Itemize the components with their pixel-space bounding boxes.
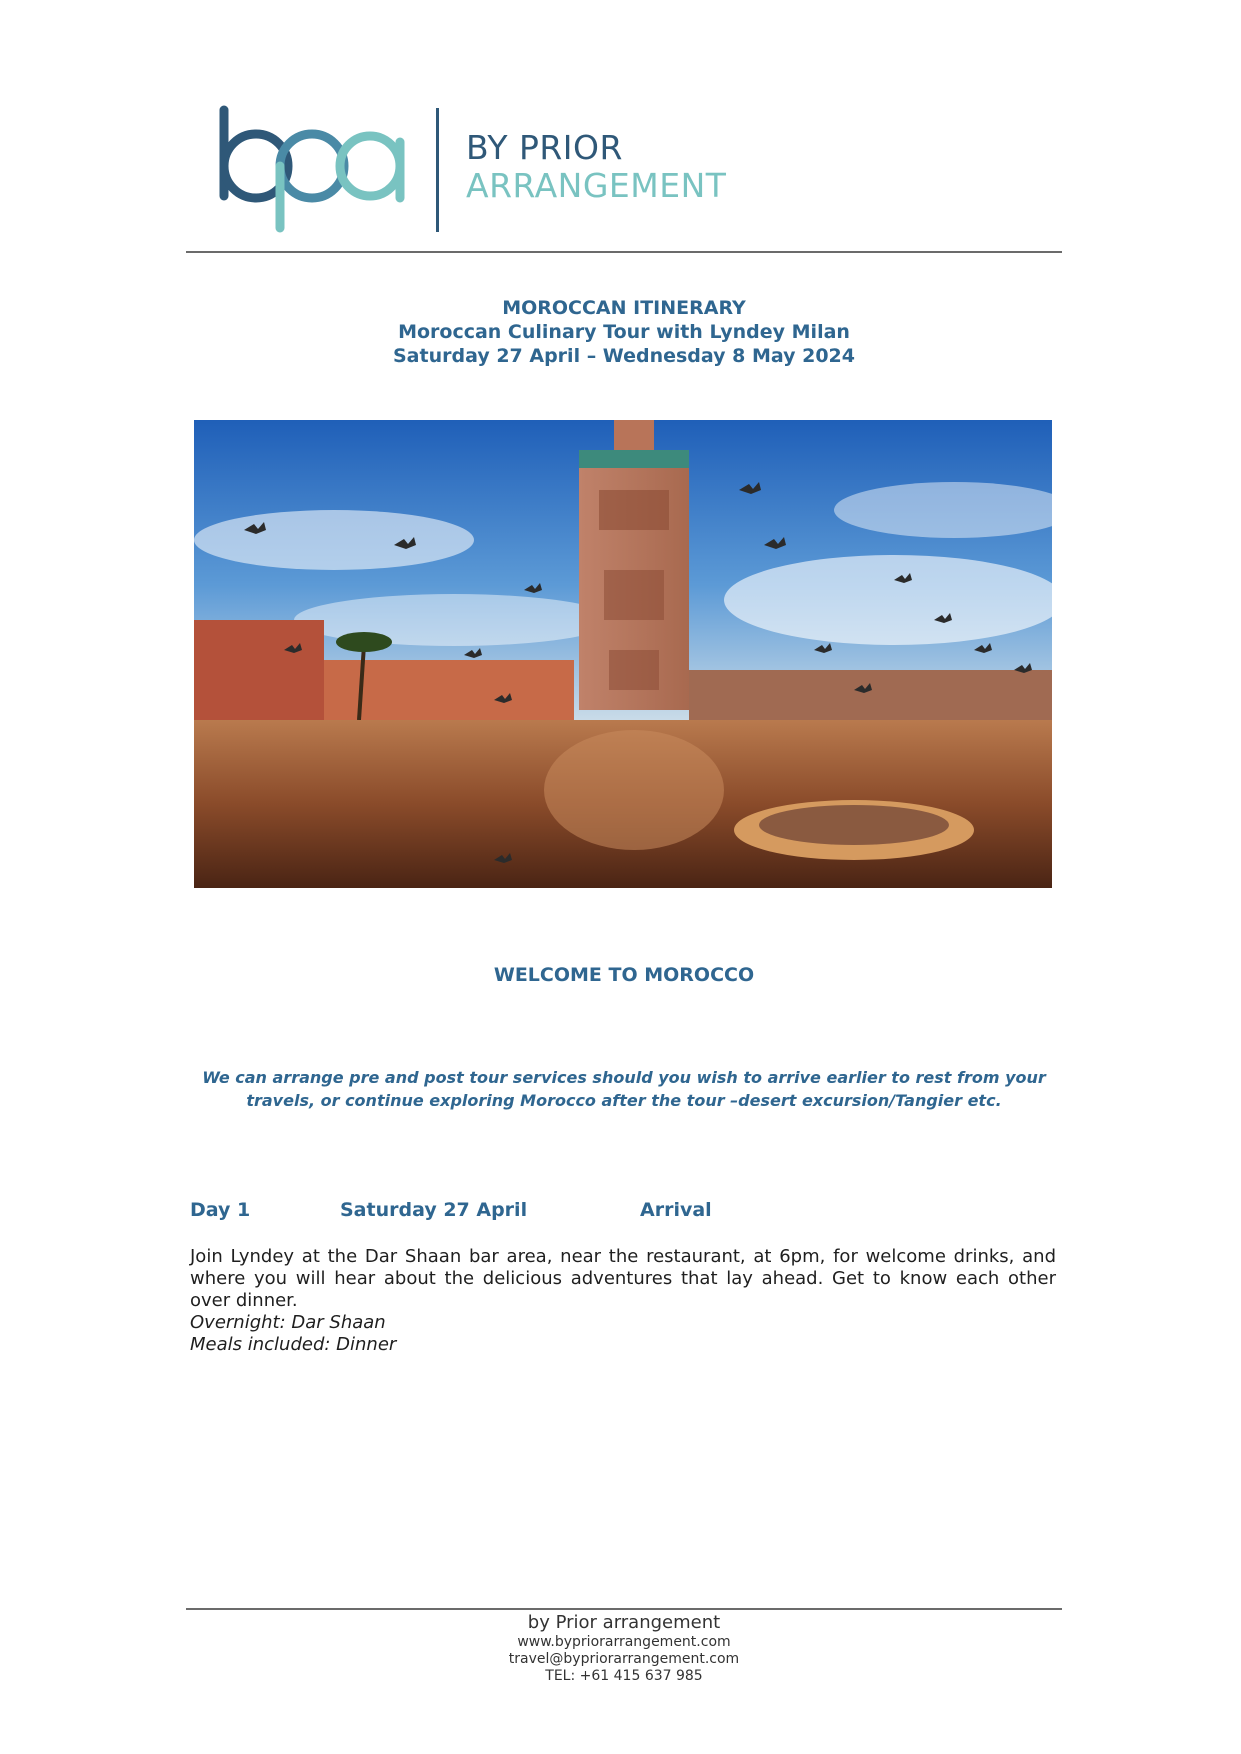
day-1-header — [190, 1199, 1050, 1225]
title-line-2: Moroccan Culinary Tour with Lyndey Milan — [398, 321, 850, 343]
footer-website[interactable]: www.bypriorarrangement.com — [517, 1634, 731, 1650]
day-1-overnight: Overnight: Dar Shaan — [190, 1312, 386, 1333]
brand-line-2: ARRANGEMENT — [466, 166, 727, 205]
welcome-heading: WELCOME TO MOROCCO — [493, 964, 755, 986]
title-line-3: Saturday 27 April – Wednesday 8 May 2024 — [393, 345, 855, 367]
day-1-description: Join Lyndey at the Dar Shaan bar area, near the restaurant, at 6pm, for welcome drinks, and where you will hear about the delicious adventures that lay ahead. Get to know each other over dinner. — [190, 1246, 1056, 1311]
logo-divider — [436, 108, 439, 232]
header-rule — [186, 251, 1062, 253]
footer-company: by Prior arrangement — [527, 1612, 721, 1633]
footer-email[interactable]: travel@bypriorarrangement.com — [508, 1651, 740, 1667]
koutoubia-mosque-photo — [194, 420, 1052, 888]
bpa-logo-mark — [214, 104, 414, 234]
itinerary-title — [186, 296, 1062, 368]
company-logo — [214, 104, 754, 234]
footer — [186, 1612, 1062, 1685]
day-date: Saturday 27 April — [340, 1199, 528, 1221]
footer-phone: TEL: +61 415 637 985 — [545, 1668, 703, 1684]
footer-rule — [186, 1608, 1062, 1610]
title-line-1: MOROCCAN ITINERARY — [502, 297, 746, 319]
day-label: Arrival — [640, 1199, 712, 1221]
tour-services-note: We can arrange pre and post tour services should you wish to arrive earlier to rest from your travels, or continue exploring Morocco after the tour –desert excursion/Tangier etc. — [202, 1068, 1046, 1110]
day-1-meals: Meals included: Dinner — [190, 1334, 397, 1355]
day-number: Day 1 — [190, 1199, 251, 1221]
brand-line-1: BY PRIOR — [466, 128, 623, 167]
